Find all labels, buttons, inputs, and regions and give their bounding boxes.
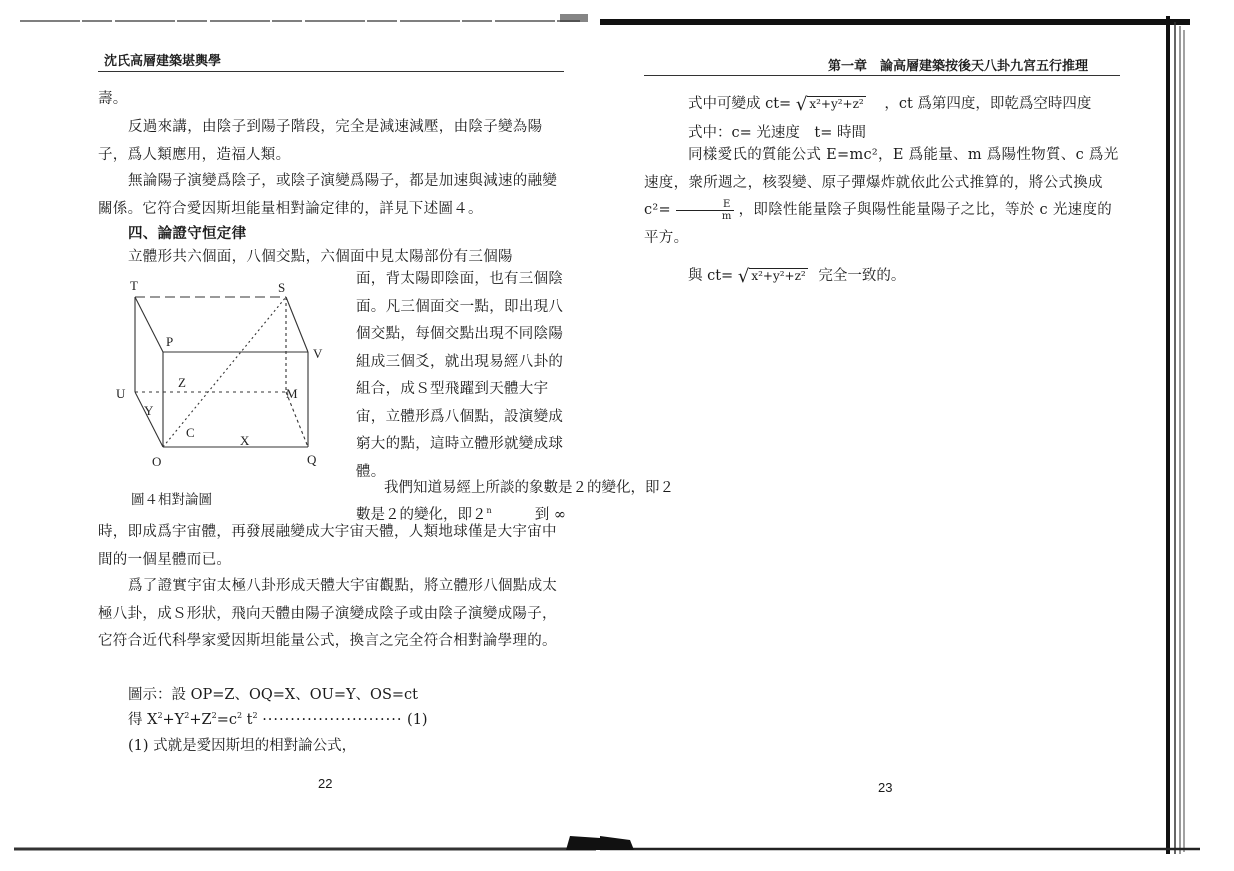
diagram-definition: 圖示：設 OP=Z、OQ=X、OU=Y、OS=ct [128,687,418,703]
label-O: O [152,454,162,469]
relativity-cube-diagram [108,272,340,472]
conclusion-line: 與 ct= √ x²+y²+z² 完全一致的。 [688,266,906,287]
fraction-e-over-m: $\frac{E}{m}$ [676,199,734,222]
running-header-left: 沈氏高層建築堪輿學 [104,54,222,69]
side-text-2-continued: 數是２的變化，即２$^n$ 到 ∞ [356,503,566,524]
equation-1: 得 $X^2+Y^2+Z^2=c^2$ $t^2$ ························· (1) [128,711,428,728]
bottom-scan-edge [0,836,600,856]
label-X: X [240,433,250,448]
running-header-right: 第一章 論高層建築按後天八卦九宮五行推理 [828,59,1089,74]
last-line-left: (1) 式就是愛因斯坦的相對論公式， [128,738,357,754]
side-text-2: 我們知道易經上所談的象數是２的變化，即２ [384,480,674,496]
label-P: P [166,334,174,349]
paragraph-1: 反過來講，由陰子到陽子階段，完全是減速減壓，由陰子變為陽子，爲人類應用，造福人類。 [98,119,543,163]
sqrt-expression-2: √ x²+y²+z² [737,266,806,287]
paragraph-after-figure: 時，即成爲宇宙體，再發展融變成大宇宙天體，人類地球僅是大宇宙中間的一個星體而已。 [98,524,557,568]
header-rule-right [644,75,1120,76]
right-page [600,0,1234,871]
paragraph-proof: 爲了證實宇宙太極八卦形成天體大宇宙觀點，將立體形八個點成太極八卦，成Ｓ形狀，飛向天體由陽子演變成陰子或由陰子演變成陽子，它符合近代科學家愛因斯坦能量公式，換言之完全符合相對論學理的。 [98,578,558,649]
leader-dots: ························· [262,712,403,728]
side-text: 面，背太陽即陰面，也有三個陰面。凡三個面交一點，即出現八個交點，每個交點出現不同陰陽組成三個爻，就出現易經八卦的組合，成Ｓ型飛躍到天體大宇宙，立體形爲八個點，設演變成窮大的點，這時立體形就變成球體。 [356,271,564,480]
label-T: T [130,278,138,293]
sqrt-expression: √ x²+y²+z² [795,94,864,115]
label-Y: Y [144,403,154,418]
equation-ct: 式中可變成 ct= √ x²+y²+z² ，ct 爲第四度，即乾爲空時四度 [688,94,1092,115]
top-scan-edge [0,0,600,30]
label-S: S [278,280,286,295]
paragraph-2: 無論陽子演變爲陰子，或陰子演變爲陽子，都是加速與減速的融變關係。它符合愛因斯坦能量相對論定律的，詳見下述圖４。 [98,173,558,217]
label-C: C [186,425,195,440]
label-Z: Z [178,375,186,390]
page-number-left: 22 [318,776,333,791]
book-spine-edge [1164,16,1196,856]
label-Q: Q [307,452,317,467]
bottom-scan-edge-right [600,836,1234,856]
figure-caption: 圖４相對論圖 [131,492,212,508]
variables-definition: 式中：c= 光速度 t= 時間 [688,125,866,141]
header-rule-left [98,71,564,72]
equation-tag: (1) [407,712,428,728]
page-number-right: 23 [878,780,893,795]
paragraph-continuation: 壽。 [98,91,128,107]
label-U: U [116,386,126,401]
mass-energy-paragraph: 同樣愛氏的質能公式 E=mc²，E 爲能量、m 爲陽性物質、c 爲光速度，衆所週之，核裂變、原子彈爆炸就依此公式推算的，將公式換成 c²= $\frac{E}{m}$ ，即陰性能量陰子與陽性能量陽子之比，等於 c 光速度的平方。 [644,147,1119,246]
top-scan-edge-right [600,0,1234,30]
label-M: M [286,386,298,401]
infinity-end: 到 ∞ [534,507,566,523]
label-V: V [313,346,323,361]
exponent-n: n [486,506,492,516]
section-heading: 四、論證守恒定律 [128,225,247,242]
section-first-line: 立體形共六個面，八個交點，六個面中見太陽部份有三個陽 [128,249,513,265]
